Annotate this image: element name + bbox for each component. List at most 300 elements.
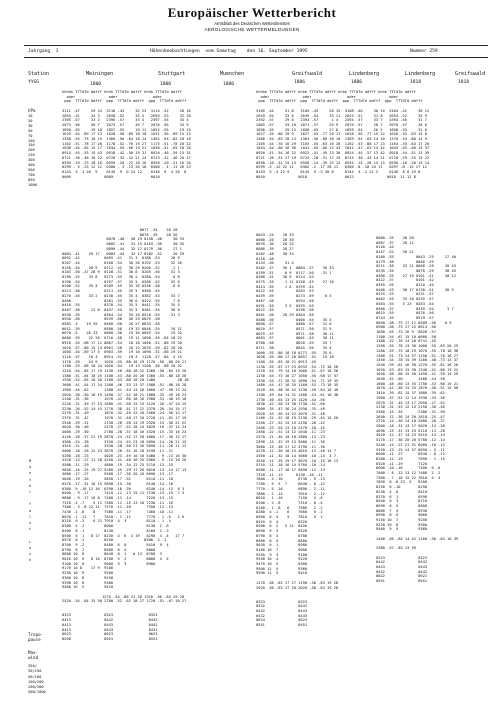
data-row: 0442 0443 (256, 609, 308, 613)
data-row: 8150 0 -10 8250 (376, 485, 428, 490)
data-row: 1038 -54 -65 15 17 1034 -55 -66 19 21 1036 -51 -65 18 28 (62, 146, 191, 151)
data-row: 0144 5 1 28 9 0145 9 0 24 12 0146 9 4 26 8 (62, 169, 187, 174)
data-row: 8690 8 5 8800 (376, 503, 428, 508)
data-row: 9250 9 3 9100 (256, 552, 308, 557)
data-row: 3105 -44 31 8 3105 -43 28 15 3108 -40 30 14 3104 -42 30 12 (256, 108, 430, 113)
data-row: 1030 -55 -88 17 20 0857 -51 19 18 (256, 355, 334, 360)
margin-vertical-label: M a n t e l f a l s t L e c h (29, 459, 32, 563)
data-row: 0179 -58 0046 -29 (376, 259, 434, 264)
data-row: 0078 -39 28 26 (62, 232, 178, 237)
station-name: Lindenberg (349, 71, 380, 77)
data-row: 3060 -15 -48 17 12 4790 -11 -36 (256, 444, 325, 449)
data-row: 1170 -59 24 9 1020 -55 -88 18 19 1170 -56 -80 20 21 (62, 359, 187, 364)
yygg-label: YYGG (28, 80, 40, 85)
data-row: 1900 -35 -47 16 24 1930 -35 -49 (256, 406, 325, 411)
data-row: 1380 -51 -73 14 37 1150 -51 -76 18 27 (376, 353, 459, 358)
data-row: 0442 0442 (376, 560, 428, 565)
obs-hour: 1800 (90, 82, 102, 87)
data-row: 1730 -46 -64 13 25 1420 -44 -56 (256, 397, 325, 402)
data-row: 0323 0323 0323 (62, 613, 158, 618)
data-row: 5650 -16 -25 19 27 5200 -25 -29 17 20 6010 -13 -14 17 13 (62, 467, 187, 472)
data-row: 1162 -51 -78 17 20 1178 -52 -76 19 27 1175 -51 -78 20 22 (62, 141, 191, 146)
data-row: 9220 10 8 9300 (376, 522, 428, 527)
data-row: 0700 -58 0620 -53 33 7 (256, 341, 332, 346)
data-row: 1358 -55 -75 18 15 1366 -56 -84 18 14 1362 -55 -82 18 18 (62, 137, 191, 141)
data-row: 8230 4 -6 8410 (376, 489, 428, 494)
data-row: 0235 -55 0078 -29 30 45 (376, 268, 456, 273)
data-row: 0550 -56 0539 -60 30 29 0829 -58 (62, 317, 160, 322)
data-row: 0082 -41 31 15 0163 -50 30 35 (62, 242, 185, 247)
data-row: 9250 10 9 9200 (62, 571, 114, 576)
data-row: 0077 -34 26 28 (62, 228, 178, 232)
data-row: 8790 8 2 8500 8 4 8600 (62, 547, 156, 552)
data-row: 8370 6 1 8590 (376, 494, 428, 499)
data-row: 0625 -57 0571 -58 30 11 (256, 331, 334, 336)
data-row: 0622 0622 (376, 574, 428, 579)
data-row: 4310 -21 -40 3530 -28 -50 21 16 5090 -11 -20 11 12 (62, 444, 187, 449)
data-row: ppp TTTdTd ddfff ppp TTTdTd ddfff ppp TTTdTd ddfff (62, 99, 187, 104)
data-row: 8570 6 -1 8250 8300 2 -1 (62, 538, 167, 543)
data-row: 0560 -57 0339 -54 3 7 (376, 306, 454, 311)
data-row: 0615 -55 0476 -56 (376, 311, 434, 316)
data-row: 0076 -36 28 25 (256, 242, 294, 247)
data-row: 8990 8 6 9060 (376, 513, 428, 518)
data-row: 1210 -54 -85 17 19 1130 -56 -80 18 22 1260 -58 -84 19 26 (62, 369, 187, 373)
tropopause-label: Tropo- pause (28, 632, 44, 642)
data-row: 0612 -55 0580 -58 19 32 0840 -55 18 21 (62, 326, 182, 331)
data-row: 8500 6 2 5 11 8450 (256, 524, 308, 529)
data-row: 7770 - 5 -16 6890 - 2 -11 (256, 486, 325, 491)
data-row: 8070 -1 -11 7 7610 - 1 -11 7770 - 1 -6 2 6 (62, 514, 185, 519)
data-row: 9100 10 8 9000 3 3 8900 (62, 561, 156, 566)
data-row: 1270 -54 -86 21 28 1320 -56 -84 29 28 (62, 594, 185, 599)
data-row: 1550 -52 -85 18 20 1180 -53 -88 18 20 1480 28 18 (62, 378, 189, 383)
data-row: 9470 10 5 9300 (256, 562, 308, 566)
data-row: 9460 10 5 9410 (62, 585, 114, 590)
data-row: 8300 5 2 8000 8130 2 6 (62, 524, 169, 529)
data-row: 1100 -54 -67 15 10 0666 -58 (376, 334, 436, 339)
data-row: 0850 -58 -75 17 11 0589 -56 6 9 (376, 320, 452, 325)
data-row: 2720 -14 -30 14 18 2880 -20 -37 (376, 419, 445, 424)
data-row: 7880 - 2 -14 7010 2 -12 (256, 491, 325, 496)
data-row: 0196 -54 0197 -57 35 5 0286 -52 32 6 (62, 279, 180, 284)
data-row: 1366 -54 -83 18 13 1364 -56 -86 20 10 1369 -54 -83 14 10 1370 -54 -80 14 9 (256, 137, 427, 141)
data-row: oder oder oder oder (256, 94, 399, 99)
data-row: 0443 0443 (376, 565, 428, 569)
maxwind-label: Max- wind (28, 650, 39, 660)
data-row: 8880 10 8 8640 8 1 0 13 8700 3 (62, 552, 162, 557)
data-row: 5840 -19 -26 5850 -17 -31 6110 -11 -18 (62, 477, 174, 482)
data-row: 5680 -17 -27 5500 -17 -30 20 10 6090 -13 -17 (62, 472, 174, 477)
data-row: 7700 - 5 5 7 6840 - 8 -12 (256, 482, 325, 487)
data-row: 2220 -31 -49 17 13 1680 -41 -50 15 13 2120 -26 -47 14 15 (62, 401, 187, 406)
data-row: 0425 -53 0231 -57 (376, 292, 434, 297)
data-row: 0422 -55 0263 -53 (256, 289, 314, 294)
header-rule-bottom (24, 57, 488, 58)
data-row: 8160 - 1 -8 6 7580 2 -2 (256, 505, 323, 510)
data-row: 0068 -26 28 30 (256, 237, 294, 242)
data-row: 0190 -52 33 8 0173 -53 30 2 0280 -54 0 8 (62, 275, 180, 279)
station-name: Meiningen (86, 71, 114, 77)
data-row: 0600 -57 0480 -57 31 6 (256, 322, 332, 327)
data-row: 0413 -55 1 6 0199 -42 (256, 284, 314, 289)
data-row: 8360 6 4 5 7810 5 1 (256, 515, 323, 519)
data-row: 6400 - 9 -17 7410 -11 -13 15 11 7130 -13 -15 7 3 (62, 491, 185, 496)
data-row: 1380 -51 -84 18 25 1180 -53 -88 20 26 1300 -53 -88 18 26 (62, 373, 187, 378)
data-row: hhhhh TTTdTd ddfff hhhh TTTdTd ddfff hhhh TTTdTd ddfff hhhh TTTdTd ddfff (256, 90, 416, 94)
data-row: 0322 -57 0101 -42 (376, 278, 434, 283)
data-row: 0410 -55 0378 -54 35 5 0441 -55 35 5 (62, 303, 180, 308)
data-row: 8960 8 5 8800 (256, 538, 308, 543)
data-row: 0439 -59 0274 -59 0 3 (256, 294, 332, 299)
data-row: 1180 -52 -76 14 20 0741 -55 (376, 339, 436, 344)
data-row: 6320 -11 -29 7120 (376, 461, 428, 466)
data-row: 1620 -53 -83 15 38 1340 -52 -80 13 22 (376, 367, 459, 372)
data-row: 5320 -13 -15 14 37 6650 - 5 -11 (376, 447, 445, 452)
data-row: 6600 -10 -16 7400 0 -6 (376, 466, 441, 471)
data-row: 8790 8 3 8700 (256, 533, 308, 538)
data-row: 5240 -14 -22 21 31 6000 -10 -12 (376, 442, 445, 447)
data-row: 2065 -57 33 10 2071 -57 29 9 2070 -57 28 7 2070 -57 28 6 (256, 122, 427, 127)
data-row: 9180 10 7 9000 (256, 547, 308, 552)
data-row: 2640 -12 -30 14 20 2810 -25 -47 (376, 414, 445, 419)
data-row: ppp TTTdTd ddfff ppp TTTdTd ddfff ppp TTTdTd ddfff ppp TTTdTd ddfff (256, 99, 423, 104)
obs-hour: 1806 (351, 80, 363, 85)
data-row: 5710 -11 -18 16 14 5760 -10 -14 (256, 463, 325, 468)
data-row: 0561 -56 28 29 0364 -58 (256, 312, 314, 317)
data-row: 0086 -39 28 27 (256, 247, 294, 252)
data-row: 4140 -28 -37 21 19 2870 -24 -52 17 20 4800 -17 -30 12 17 (62, 434, 187, 439)
data-row: 1700 -49 -64 14 31 1400 -43 -61 18 38 (256, 392, 339, 397)
data-row: 2073 -56 30 7 2073 -57 35 7 2076 -56 33 9 (62, 122, 189, 127)
data-row: 4060 -29 -50 2780 -28 -51 18 16 4320 -15 -33 16 24 (62, 430, 187, 435)
data-row: 0092 -42 0095 -41 31 3 0186 -53 28 9 (62, 256, 180, 261)
data-row: 2020 -33 -50 14 22 2070 -31 -48 (256, 411, 325, 416)
data-row: 1650 -58 -60 15 40 1450 -41 -59 14 29 (376, 372, 459, 377)
data-row: 0323 0323 (376, 555, 428, 560)
data-row: 8010 - 1 -16 7150 4 -6 (256, 496, 323, 501)
data-row: 0413 0443 0431 (62, 627, 158, 632)
data-row: 0522 -55 0198 -56 (256, 308, 314, 313)
data-row: 1260 -55 -78 13 30 1000 -55 -83 20 29 (376, 344, 459, 349)
data-row: 6000 -11 -27 6940 - 6 -12 (376, 452, 445, 457)
station-name: Lindenberg (405, 71, 436, 77)
data-row: 0270 -55 33 2 0230 -55 35 4 0382 -53 33 7 (62, 293, 180, 298)
data-row: 0432 0443 (256, 613, 308, 618)
data-row: 8690 9 5 8520 (256, 529, 308, 534)
data-row: 2649 -54 33 6 2649 -54 33 11 2652 -51 31 8 2654 -52 35 9 (256, 113, 427, 118)
data-row: 9010 10 9 0 16 8700 5 2 8800 4 4 (62, 557, 169, 561)
data-row: 0670 -5 26 33 0800 -58 19 30 0849 -55 19 32 (62, 331, 182, 336)
data-row: 1180 -53 -88 18 24 1050 -54 19 13 1200 -56 -88 20 32 (62, 364, 182, 369)
data-row: 0182 -47 30 1 0084 -37 30 33 (256, 265, 334, 270)
data-row: 0623 0623 0623 (62, 632, 158, 637)
data-row: 1629 -54 -89 17 13 1628 -56 -89 18 10 1631 -56 -89 15 13 (62, 132, 191, 137)
data-row: 9390 10 8 9300 (62, 580, 114, 585)
data-row: 7380 - 3 -8 22 11 7570 -11 -18 7350 -11 -13 (62, 505, 174, 510)
obs-hour: 1800 (160, 82, 172, 87)
data-row: 9460 9 5 9360 (376, 527, 428, 532)
data-row: 2270 -31 -49 1870 -32 -49 12 10 2560 -24 -56 13 17 (62, 411, 187, 416)
data-row: 0010 0010 0012 0010 11 12 8 (256, 174, 416, 179)
obs-hour: 1806 (294, 80, 306, 85)
data-row: 2160 -31 -52 18 19 2130 -29 -44 15 20 (256, 416, 339, 421)
data-row: 6580 -11 -17 16 17 5890 -11 -13 (256, 468, 325, 472)
data-row: 0491 -55 3 5 0339 -55 (256, 303, 314, 308)
data-row: 1050 -55 -73 16 9 0628 -57 (376, 330, 436, 334)
data-row: 1540 -59 -81 16 30 1270 -55 -81 16 26 (376, 362, 459, 367)
data-row: 1050 -54 -89 17 5 0903 -59 19 10 1090 -51 -86 19 21 (62, 350, 182, 355)
data-row: 8210 0 -3 6 21 7910 4 3 8110 - 1 -4 (62, 519, 171, 524)
station-name: Greifswald (292, 71, 323, 77)
data-row: 0078 -40 30 19 0138 -48 30 33 (62, 237, 185, 242)
data-row: 8540 6 3 8710 (376, 499, 428, 504)
obs-hour: 1818 (458, 80, 470, 85)
data-row: 0080 -35 28 28 (376, 236, 414, 240)
data-row: 4300 -24 -28 3320 -24 -52 23 18 5050 -14 -20 21 15 (62, 439, 187, 444)
data-row: 1170 -58 -83 17 27 1190 -58 -83 19 28 (256, 580, 339, 585)
page-title: Europäischer Wetterbericht (167, 5, 337, 20)
data-row: 0134 -50 31 4 (256, 261, 294, 266)
data-row: 0118 -48 (256, 256, 274, 261)
data-row: 9590 11 5 9410 (256, 571, 308, 576)
data-row: oder oder oder (62, 94, 162, 99)
data-row: 2230 -26 -52 14 15 1770 -38 -51 17 12 2370 -26 -54 15 17 (62, 406, 187, 411)
data-row: 2655 -51 34 3 2658 -52 35 5 2659 -53 32 10 (62, 113, 191, 118)
data-row: 7320 -11 -13 6130 -10 -11 (256, 472, 323, 477)
data-row: 6880 - 9 -17 16 8 7480 -11 -14 7220 -13 -15 (62, 495, 174, 500)
data-row: 9360 10 8 9250 (62, 575, 114, 580)
station-name: Stuttgart (158, 71, 186, 77)
data-row: 6370 -17 -31 16 15 5890 -15 -30 6140 -14 -16 (62, 481, 174, 486)
data-row: 2570 -21 -46 10 18 2880 -12 -23 (256, 435, 325, 440)
data-row: 0624 0623 (256, 618, 308, 623)
data-row: 0910 -54 -68 17 11 0867 -54 18 10 1040 -52 -86 19 20 (62, 340, 182, 345)
data-row: 2230 -31 -53 12 15 2150 -30 -46 (376, 405, 445, 410)
data-row: 0721 -26 -31 17 19 0724 -28 -31 17 19 0725 -30 -43 14 21 0720 -29 -33 13 22 (256, 155, 430, 160)
data-row: 0583 -5 19 35 0560 -60 26 27 0833 -58 (62, 322, 160, 326)
maxwind-levels: 350/ 30/150 50/100 100/200 200/300 500/1000 (28, 664, 46, 695)
data-row: 0588 -56 0400 -54 35 5 (256, 317, 332, 322)
data-row: 0009 0009 0010 (62, 174, 160, 179)
data-row: 2590 -15 -52 19 13 3080 -11 -30 (256, 439, 325, 444)
data-row: 0323 0323 (256, 599, 308, 604)
data-row: 2250 -27 -52 15 15 2250 -26 -42 (256, 421, 325, 425)
data-row: 0200 -52 35 4 0209 -55 35 16 0336 -58 8 0 (62, 284, 180, 289)
data-row: 7360 - 7 -18 15 22 7810 4 4 (376, 475, 441, 480)
data-row: 5000 -18 -26 12 23 3870 -28 -51 16 18 5190 -11 -21 (62, 448, 174, 453)
data-row: 0400 -53 30 17 0138 -51 28 9 (376, 287, 454, 292)
data-row: 9150 10 7 9250 (376, 518, 428, 522)
data-row: 1950 -45 -62 1380 -41 -54 13 26 1660 -47 -58 13 24 (62, 387, 187, 392)
data-row: 2400 -23 -54 13 10 2470 -18 -45 (256, 425, 325, 430)
data-row: 2140 -31 -36 1570 -43 -60 18 16 1980 -31 -48 15 18 (62, 397, 187, 402)
data-row: 5280 -18 -23 4020 -23 -49 16 16 5480 - 9 -13 16 30 (62, 453, 187, 458)
data-row: 0400 0281 -55 36 6 0422 -55 7 8 (62, 298, 180, 303)
data-row: 2380 -57 -83 13 59 (376, 546, 416, 551)
data-row: 0610 -57 0571 -58 31 9 (256, 327, 332, 331)
data-row: 9500 11 5 9360 (256, 566, 308, 571)
data-row: 0467 -58 12 6 0497 -55 35 5 0481 -55 38 8 (62, 307, 180, 312)
observation-date: Höhenbeobachtungen vom Samstag den 16. September 1995 (150, 49, 308, 54)
pressure-levels: 10 20 30 50 70 100 150 200 250 300 400 500 700 850 1000 (28, 114, 37, 187)
data-row: 0090 -44 32 17 0179 -56 27 1 (62, 246, 182, 251)
data-row: 1230 -54 -73 16 27 1050 -55 -68 17 37 (256, 374, 339, 378)
data-row: 1010 -57 -80 15 13 0901 -58 20 12 1070 -59 -82 18 20 (62, 345, 182, 350)
data-row: 0300 -55 27 19 0101 -41 30 12 (376, 273, 456, 278)
pressure-unit-label: hPa (28, 108, 36, 113)
data-row: 6200 -12 -19 7090 - 1 -15 (376, 456, 445, 461)
data-row: 1450 -54 -78 15 39 1160 -48 -73 13 37 (376, 358, 459, 363)
data-row: 0084 -41 29 17 0084 -44 32 17 0182 -52 26 29 (62, 251, 185, 256)
data-row: 4540 -11 -35 19 17 5670 -10 -15 16 13 (256, 458, 339, 463)
data-row: 9330 10 4 9220 (256, 557, 308, 562)
data-row: 0043 -24 28 33 (256, 233, 294, 237)
data-row: 0087 -37 28 12 (376, 240, 414, 245)
data-row: 0355 -55 0110 -44 (376, 283, 434, 287)
data-row: 2520 -54 -84 15 58 2780 -52 -62 18 27 2720 -51 -67 18 27 (62, 599, 187, 604)
data-row: 0120 -44 (376, 245, 394, 250)
data-row: 7060 - 8 -12 13 12 7480 2 -2 (376, 471, 441, 475)
data-row: 1660 -41 -54 17 24 1260 -46 -53 13 37 1580 -51 -88 18 28 (62, 383, 187, 388)
data-row: 1800 -48 -60 13 35 1750 -43 -60 15 21 (376, 381, 459, 386)
data-row: 2800 -18 -31 13 17 5020 -14 -26 (376, 424, 445, 428)
data-row: 2560 -15 -35 2380 -31 -56 (376, 409, 445, 414)
data-row: 8280 4 -1 6 7660 0 -2 (256, 510, 323, 515)
data-row: 8860 7 4 8930 (376, 508, 428, 513)
data-row: 1110 -57 18 4 0914 -51 18 4 1120 -57 -84 5 15 (62, 354, 182, 359)
data-row: 2395 -57 33 2 2396 -57 33 4 2397 -55 33 4 (62, 118, 189, 123)
station-label: Station (28, 71, 50, 77)
data-row: 0880 -59 22 20 0716 -58 19 11 1000 -56 -84 18 22 (62, 336, 182, 341)
data-row: 8100 - 2 -8 7310 - 0 -4 (256, 500, 323, 505)
publisher-line: Amtsblatt des Deutschen Wetterdienstes (214, 21, 290, 26)
data-row: 0211 -58 33 11 0068 -28 28 43 (376, 264, 456, 269)
data-row: 1650 -52 -60 1480 -44 -58 (376, 377, 445, 381)
data-row: 0107 -44 0160 -54 30 28 0192 -53 32 26 (62, 260, 182, 265)
data-row: 9170 10 8 17 9 9100 (62, 566, 114, 571)
data-row: 0158 -54 28 9 0112 -42 30 29 0200 -52 2 1 (62, 265, 180, 270)
data-row: 2020 -38 -50 18 19 1490 -37 -52 18 21 1880 -32 -49 16 23 (62, 392, 187, 397)
data-row: 0432 0442 (256, 604, 308, 609)
obs-hour: 1818 (410, 80, 422, 85)
data-row: 0551 0551 (256, 623, 308, 628)
data-row: 0559 -19 -23 18 16 0559 -20 -22 18 16 0556 -20 -21 16 20 (62, 160, 191, 165)
data-row: 6380 -9 -16 12 16 6290 -18 -30 6240 -14 -12 6 3 (62, 486, 185, 491)
data-row: 1165 -54 -70 16 29 1165 -55 -63 16 28 1162 -53 -88 17 23 1164 -55 -84 17 20 (256, 141, 430, 146)
data-row: 0102 -48 30 33 (256, 251, 294, 256)
data-row: 1100 -55 -83 18 21 0913 -45 (256, 359, 316, 364)
data-row: 0413 0442 0442 (62, 618, 158, 623)
data-row: 0183 -50 -47 28 9 0128 -51 30 8 0205 -56 31 3 (62, 270, 180, 275)
data-row: 2392 -57 29 8 2393 -57 1 4 2394 -57 33 7 2394 -56 31 7 (256, 118, 427, 123)
data-row: 8410 6 4 8320 (256, 519, 308, 524)
data-row: 0721 -30 -46 18 22 0720 -33 -42 21 14 0723 -32 -46 20 17 (62, 155, 191, 160)
data-row: 0711 -58 0645 -56 35 4 (256, 345, 332, 350)
data-row: 4350 -11 -32 18 14 5060 -10 -24 4 7 (256, 453, 336, 458)
data-row: 1280 -53 -75 18 19 1070 -55 -78 18 38 (376, 348, 459, 353)
data-row: 0551 0551 (376, 579, 428, 584)
data-row: 2370 -31 -42 1970 -31 -48 17 10 2720 -21 -61 17 19 (62, 416, 187, 420)
data-row: 0413 0443 0442 (62, 622, 158, 627)
issue-number: Nummer 259 (410, 49, 438, 54)
data-row: 3111 -47 29 24 3110 -43 32 23 3114 -42 28 16 (62, 108, 191, 113)
data-row: 0462 -53 35 20 0235 -57 (376, 297, 434, 302)
data-row: 2070 -31 -45 13 17 2050 -27 -52 (376, 400, 445, 405)
data-row: 7660 - 4 -10 6730 - 9 -13 (256, 477, 325, 482)
data-row: 0467 -58 0294 -56 (256, 298, 314, 303)
data-row: 1480 -44 -47 18 35 1160 -53 -73 18 35 (256, 383, 339, 388)
data-row: 0920 -41 -54 16 22 0922 -41 -49 13 38 0924 -44 -57 13 42 0918 -44 -51 13 39 (256, 151, 430, 156)
data-row: 1856 -55 29 12 1856 -55 27 8 1859 -54 26 5 1858 -55 31 6 (256, 127, 427, 132)
header-rule-top (24, 45, 488, 46)
obs-hour: 1800 (223, 82, 235, 87)
data-row: 5170 -17 -30 20 20 5780 -12 -14 (376, 438, 445, 443)
data-row: 0530 -55 0504 -54 35 10 0518 -55 31 3 (62, 312, 180, 317)
data-row: 1130 -55 -87 17 23 0933 -54 -72 18 26 (256, 364, 339, 369)
data-row: 1960 -37 -51 12 14 1930 -33 -56 (376, 395, 445, 400)
station-name: Greifswald (455, 71, 486, 77)
data-row: 0914 -45 -53 15 43 0918 -42 -58 19 31 0920 -46 -59 15 31 (62, 151, 191, 156)
data-row: 0683 -57 0601 -55 30 11 (256, 336, 334, 341)
data-row: 0299 -5 -12 22 11 0302 -2 -17 28 11 0300 -8 -18 24 11 0297 -8 -15 27 12 (256, 165, 427, 170)
data-row: 0147 -52 30 21 (376, 250, 414, 255)
data-row: 0900 -58 -73 17 22 0613 -56 (376, 325, 436, 330)
data-row: 9030 6 1 8900 (256, 543, 308, 548)
data-row: 0143 5 -4 22 9 0144 5 -3 30 8 0144 4 -2 21 2 0146 8 0 29 8 (256, 169, 421, 174)
data-row: 0268 -51 30 9 0124 -53 (256, 275, 314, 280)
data-row: 0744 -55 0519 -57 (376, 315, 434, 320)
data-row: 1830 -42 -58 13 30 1730 -51 -60 (256, 402, 325, 407)
data-row: 7430 -1 -8 8 7580 -11 -17 7460 -10 -11 (62, 510, 174, 514)
data-row: 1000 -55 -80 18 18 0771 -55 35 6 (256, 350, 332, 355)
section-heading: AEROLOGISCHE WETTERMELDUNGEN (204, 27, 300, 32)
data-row: 2540 -29 -51 2130 -26 -50 13 19 2920 -15 -50 21 22 (62, 420, 187, 425)
volume-label: Jahrgang 1 (28, 49, 59, 54)
data-row: 1910 -39 -62 15 37 1880 -39 -62 (376, 391, 445, 396)
data-row: 0299 - 5 -23 12 12 0300 - 3 -13 26 18 0300 - 4 -11 26 23 (62, 165, 191, 170)
data-row: hhhhh TTTdTd ddfff hhhh TTTdTd ddfff hhhh TTTdTd ddfff (62, 90, 182, 94)
data-row: 4270 -12 -30 18 15 4810 -11 -40 14 7 (256, 449, 336, 454)
data-row: 8700 9 -2 8480 6 0 8410 9 4 (62, 542, 169, 547)
data-row: 8400 6 -1 8130 8160 2 -3 (62, 528, 169, 533)
data-row: 1170 -54 -79 14 18 1000 -51 -67 18 26 (256, 369, 339, 374)
data-row: 7850 8 -6 23 5 8100 (376, 480, 428, 485)
data-row: 5580 -11 -29 4860 -19 -34 12 23 5710 -13 -23 (62, 463, 174, 467)
data-row: 2460 -22 -51 14 12 2640 -11 -23 (256, 430, 325, 435)
data-row: 0550 0551 0551 (62, 636, 158, 641)
data-row: 7310 -4 -7 5 11 7560 -11 -15 13 10 7230 -11 -16 (62, 500, 174, 505)
station-name: Muenchen (220, 71, 245, 77)
data-row: 0483 -53 5 23 0263 -54 (376, 301, 434, 306)
data-row: 0199 -51 6 9 0117 -50 31 1 (256, 270, 332, 275)
data-row: 1044 -54 -60 16 36 1041 -55 -60 13 43 1041 -57 -63 14 42 1045 -55 -60 13 37 (256, 146, 430, 151)
data-row: 0213 -58 0211 -55 35 5 0368 -55 (62, 289, 160, 294)
data-row: 1520 -50 -58 16 42 1230 -49 -64 18 40 (256, 388, 339, 393)
data-row: 4020 -30 -46 2570 -27 -52 18 14 3020 -16 -37 14 24 (62, 425, 187, 430)
data-row: 1850 -55 19 18 1857 -55 19 11 1852 -55 19 19 (62, 127, 191, 132)
data-row: 0375 -55 1 11 0158 -55 27 16 (256, 280, 334, 284)
data-row: 8500 5 1 8 17 8230 4 6 4 19 8290 4 -4 17 7 (62, 533, 185, 538)
data-row: 0558 -16 -31 15 13 0556 -14 -39 15 12 0555 -15 -28 14 13 0556 -16 -28 13 14 (256, 160, 430, 165)
data-row: 0160 -55 0043 -25 27 40 (376, 254, 456, 259)
data-row: 4920 -12 -37 14 23 5510 -13 -24 (376, 433, 445, 438)
data-row: 0442 0442 (376, 569, 428, 574)
data-row: 1330 -54 -71 16 31 1090 -54 -71 19 35 (256, 378, 339, 383)
data-row: 1870 -41 -58 15 33 1870 -38 -51 15 36 (376, 386, 459, 391)
data-row: 4090 -15 -31 13 25 5110 -13 -28 (376, 428, 445, 433)
data-row: 1627 -55 -80 19 9 1627 -55 -77 20 11 1628 -56 -77 15 12 1626 -55 -83 15 8 (256, 132, 427, 137)
